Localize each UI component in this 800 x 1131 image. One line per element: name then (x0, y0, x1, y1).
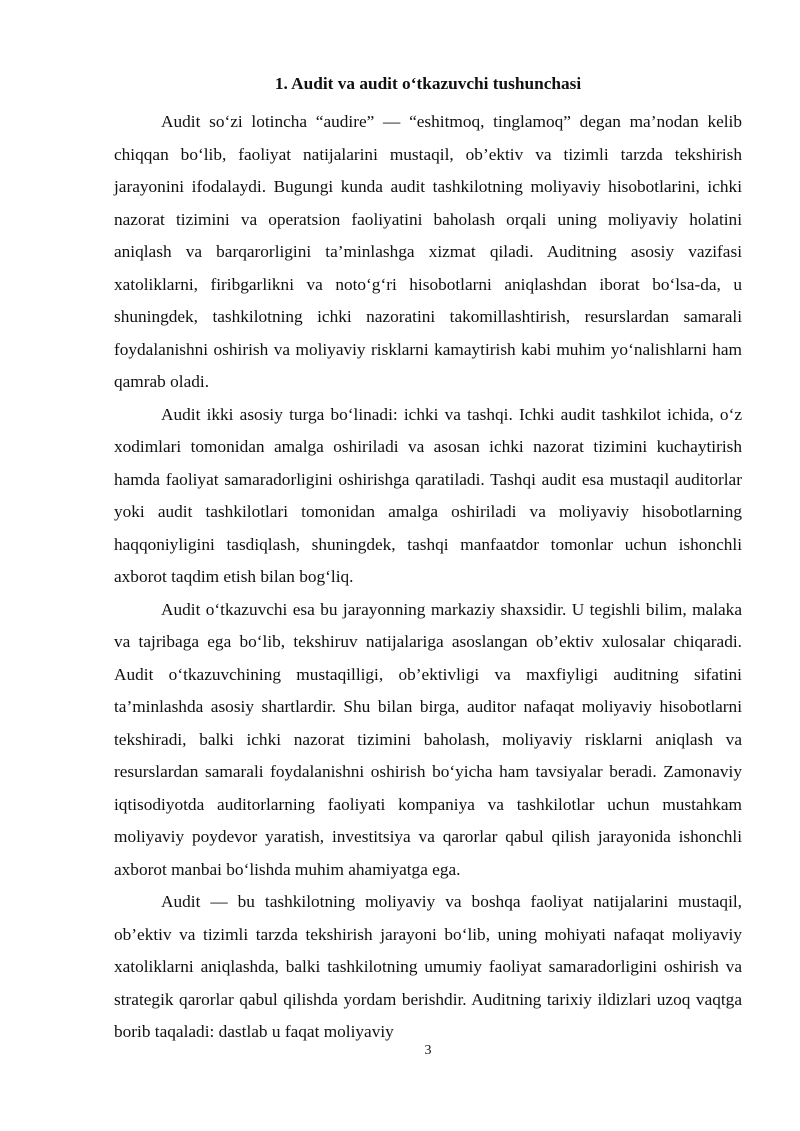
paragraph: Audit so‘zi lotincha “audire” — “eshitmoq, tinglamoq” degan ma’nodan kelib chiqqan bo‘lib, faoliyat natijalarini mustaqil, ob’ektiv va tizimli tarzda tekshirish jarayonini ifodalaydi. Bugungi kunda audit tashkilotning moliyaviy hisobotlarini, ichki nazorat tizimini va operatsion faoliyatini baholash orqali uning moliyaviy holatini aniqlash va barqarorligini ta’minlashga xizmat qiladi. Auditning asosiy vazifasi xatoliklarni, firibgarlikni va noto‘g‘ri hisobotlarni aniqlashdan iborat bo‘lsa-da, u shuningdek, tashkilotning ichki nazoratini takomillashtirish, resurslardan samarali foydalanishni oshirish va moliyaviy risklarni kamaytirish kabi muhim yo‘nalishlarni ham qamrab oladi. (114, 112, 742, 391)
page-number: 3 (424, 1043, 432, 1058)
section-title: 1. Audit va audit o‘tkazuvchi tushunchasi (274, 74, 582, 93)
body-text (114, 106, 742, 1049)
paragraph: Audit — bu tashkilotning moliyaviy va boshqa faoliyat natijalarini mustaqil, ob’ektiv va tizimli tarzda tekshirish jarayoni bo‘lib, uning mohiyati nafaqat moliyaviy xatoliklarni aniqlashda, balki tashkilotning umumiy faoliyat samaradorligini oshirish va strategik qarorlar qabul qilishda yordam berishdir. Auditning tarixiy ildizlari uzoq vaqtga borib taqaladi: dastlab u faqat moliyaviy (114, 892, 742, 1041)
paragraph: Audit ikki asosiy turga bo‘linadi: ichki va tashqi. Ichki audit tashkilot ichida, o‘z xodimlari tomonidan amalga oshiriladi va asosan ichki nazorat tizimini kuchaytirish hamda faoliyat samaradorligini oshirishga qaratiladi. Tashqi audit esa mustaqil auditorlar yoki audit tashkilotlari tomonidan amalga oshiriladi va moliyaviy hisobotlarning haqqoniyligini tasdiqlash, shuningdek, tashqi manfaatdor tomonlar uchun ishonchli axborot taqdim etish bilan bog‘liq. (114, 404, 742, 586)
paragraph: Audit o‘tkazuvchi esa bu jarayonning markaziy shaxsidir. U tegishli bilim, malaka va tajribaga ega bo‘lib, tekshiruv natijalariga asoslangan ob’ektiv xulosalar chiqaradi. Audit o‘tkazuvchining mustaqilligi, ob’ektivligi va maxfiyligi auditning sifatini ta’minlashda asosiy shartlardir. Shu bilan birga, auditor nafaqat moliyaviy hisobotlarni tekshiradi, balki ichki nazorat tizimini baholash, moliyaviy risklarni aniqlash va resurslardan samarali foydalanishni oshirish bo‘yicha ham tavsiyalar beradi. Zamonaviy iqtisodiyotda auditorlarning faoliyati kompaniya va tashkilotlar uchun mustahkam moliyaviy poydevor yaratish, investitsiya va qarorlar qabul qilish jarayonida ishonchli axborot manbai bo‘lishda muhim ahamiyatga ega. (114, 599, 742, 879)
